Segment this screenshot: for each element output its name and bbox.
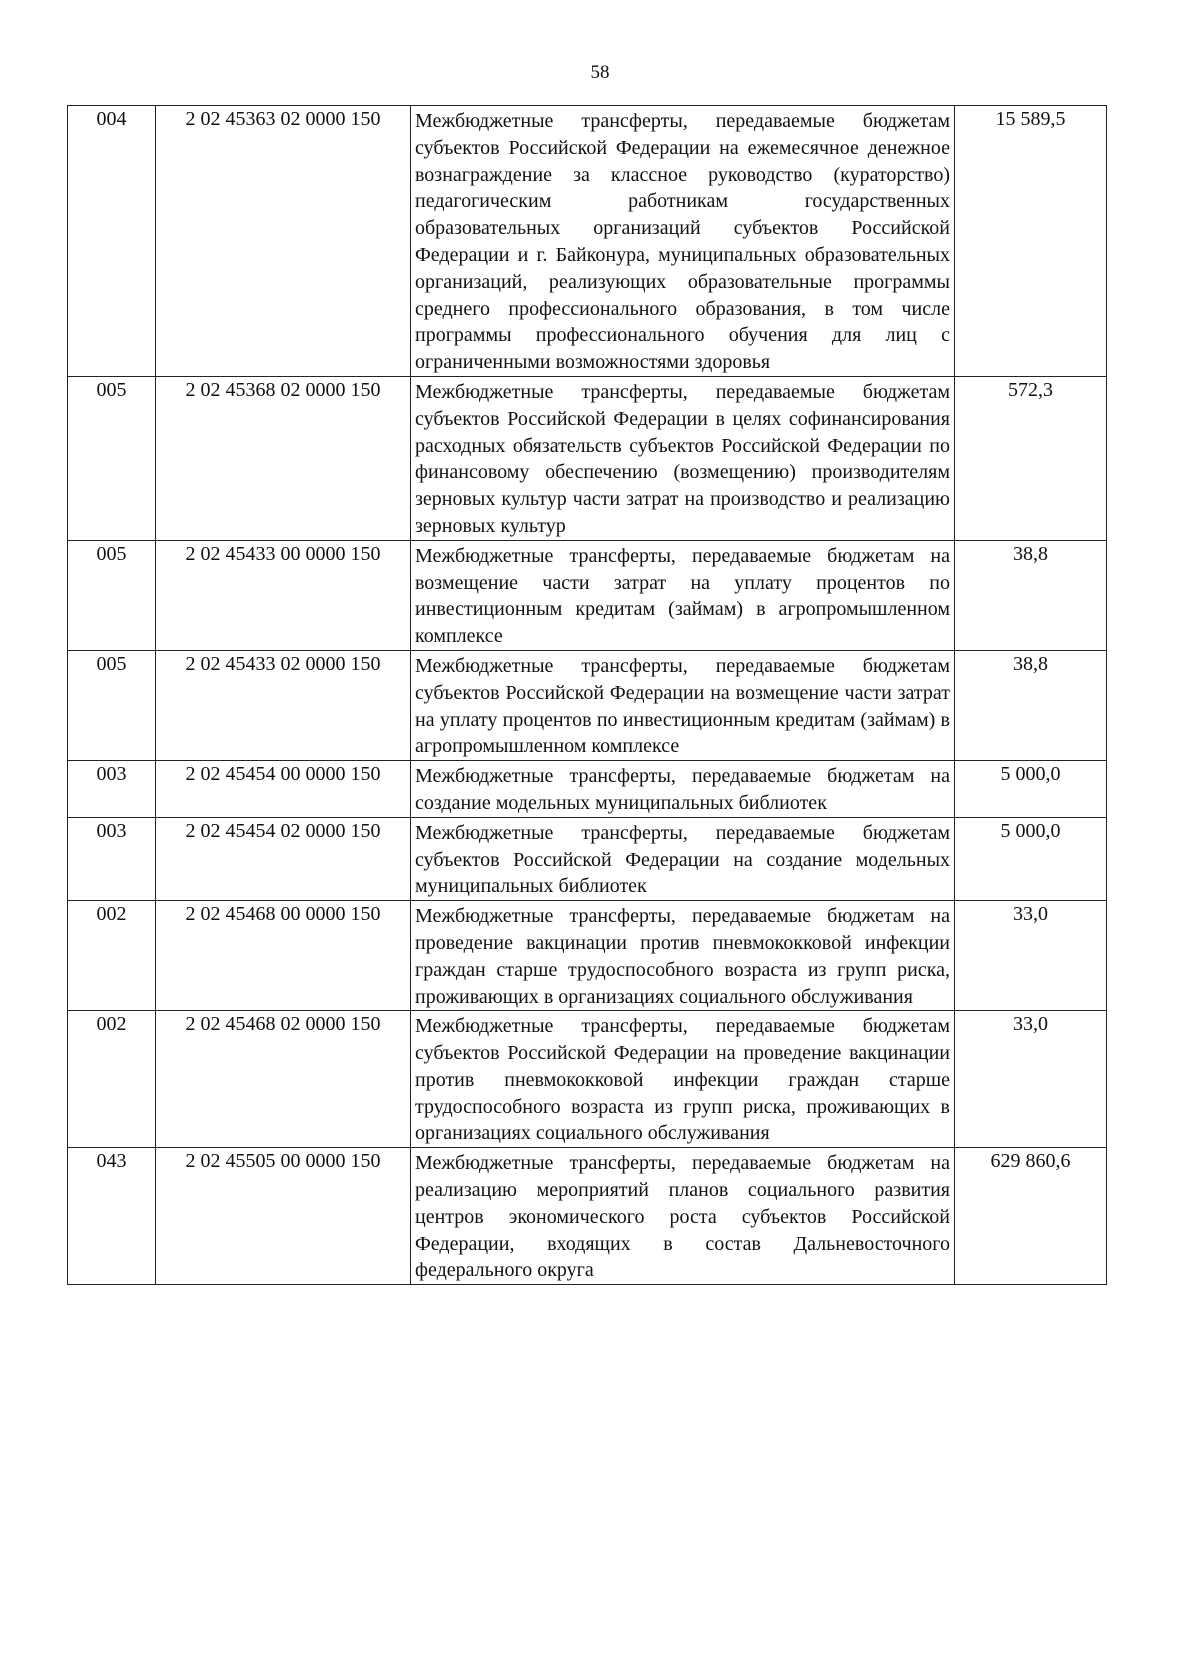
table-row	[68, 106, 1107, 377]
revenue-name-cell: Межбюджетные трансферты, передаваемые бюджетам субъектов Российской Федерации на создание модельных муниципальных библиотек	[411, 817, 955, 900]
classification-code-cell: 2 02 45363 02 0000 150	[156, 106, 411, 377]
revenue-name-cell: Межбюджетные трансферты, передаваемые бюджетам на проведение вакцинации против пневмококковой инфекции граждан старше трудоспособного возраста из групп риска, проживающих в организациях социального обслуживания	[411, 901, 955, 1011]
table-row	[68, 650, 1107, 760]
revenue-name-cell: Межбюджетные трансферты, передаваемые бюджетам субъектов Российской Федерации на ежемесячное денежное вознаграждение за классное руководство (кураторство) педагогическим работникам государственных образовательных организаций субъектов Российской Федерации и г. Байконура, муниципальных образовательных организаций, реализующих образовательные программы среднего профессионального образования, в том числе программы профессионального обучения для лиц с ограниченными возможностями здоровья	[411, 106, 955, 377]
classification-code-cell: 2 02 45433 00 0000 150	[156, 540, 411, 650]
amount-cell: 38,8	[955, 540, 1107, 650]
amount-cell: 33,0	[955, 901, 1107, 1011]
table-body	[68, 106, 1107, 1285]
revenue-name-cell: Межбюджетные трансферты, передаваемые бюджетам субъектов Российской Федерации в целях софинансирования расходных обязательств субъектов Российской Федерации по финансовому обеспечению (возмещению) производителям зерновых культур части затрат на производство и реализацию зерновых культур	[411, 376, 955, 540]
table-row	[68, 376, 1107, 540]
admin-code-cell: 003	[68, 817, 156, 900]
classification-code-cell: 2 02 45468 02 0000 150	[156, 1011, 411, 1148]
amount-cell: 38,8	[955, 650, 1107, 760]
classification-code-cell: 2 02 45505 00 0000 150	[156, 1148, 411, 1285]
admin-code-cell: 005	[68, 376, 156, 540]
classification-code-cell: 2 02 45454 02 0000 150	[156, 817, 411, 900]
table-row	[68, 1148, 1107, 1285]
amount-cell: 33,0	[955, 1011, 1107, 1148]
revenue-name-cell: Межбюджетные трансферты, передаваемые бюджетам субъектов Российской Федерации на проведение вакцинации против пневмококковой инфекции граждан старше трудоспособного возраста из групп риска, проживающих в организациях социального обслуживания	[411, 1011, 955, 1148]
table-row	[68, 817, 1107, 900]
page-number: 58	[590, 62, 610, 83]
amount-cell: 15 589,5	[955, 106, 1107, 377]
admin-code-cell: 005	[68, 540, 156, 650]
admin-code-cell: 002	[68, 1011, 156, 1148]
amount-cell: 572,3	[955, 376, 1107, 540]
amount-cell: 5 000,0	[955, 817, 1107, 900]
classification-code-cell: 2 02 45468 00 0000 150	[156, 901, 411, 1011]
table-row	[68, 901, 1107, 1011]
table-row	[68, 540, 1107, 650]
admin-code-cell: 043	[68, 1148, 156, 1285]
classification-code-cell: 2 02 45454 00 0000 150	[156, 761, 411, 818]
table-row	[68, 761, 1107, 818]
revenue-name-cell: Межбюджетные трансферты, передаваемые бюджетам субъектов Российской Федерации на возмещение части затрат на уплату процентов по инвестиционным кредитам (займам) в агропромышленном комплексе	[411, 650, 955, 760]
admin-code-cell: 004	[68, 106, 156, 377]
classification-code-cell: 2 02 45433 02 0000 150	[156, 650, 411, 760]
classification-code-cell: 2 02 45368 02 0000 150	[156, 376, 411, 540]
budget-revenue-table	[67, 105, 1107, 1285]
table-row	[68, 1011, 1107, 1148]
admin-code-cell: 003	[68, 761, 156, 818]
amount-cell: 629 860,6	[955, 1148, 1107, 1285]
revenue-name-cell: Межбюджетные трансферты, передаваемые бюджетам на реализацию мероприятий планов социального развития центров экономического роста субъектов Российской Федерации, входящих в состав Дальневосточного федерального округа	[411, 1148, 955, 1285]
revenue-name-cell: Межбюджетные трансферты, передаваемые бюджетам на возмещение части затрат на уплату процентов по инвестиционным кредитам (займам) в агропромышленном комплексе	[411, 540, 955, 650]
revenue-name-cell: Межбюджетные трансферты, передаваемые бюджетам на создание модельных муниципальных библиотек	[411, 761, 955, 818]
admin-code-cell: 002	[68, 901, 156, 1011]
admin-code-cell: 005	[68, 650, 156, 760]
amount-cell: 5 000,0	[955, 761, 1107, 818]
